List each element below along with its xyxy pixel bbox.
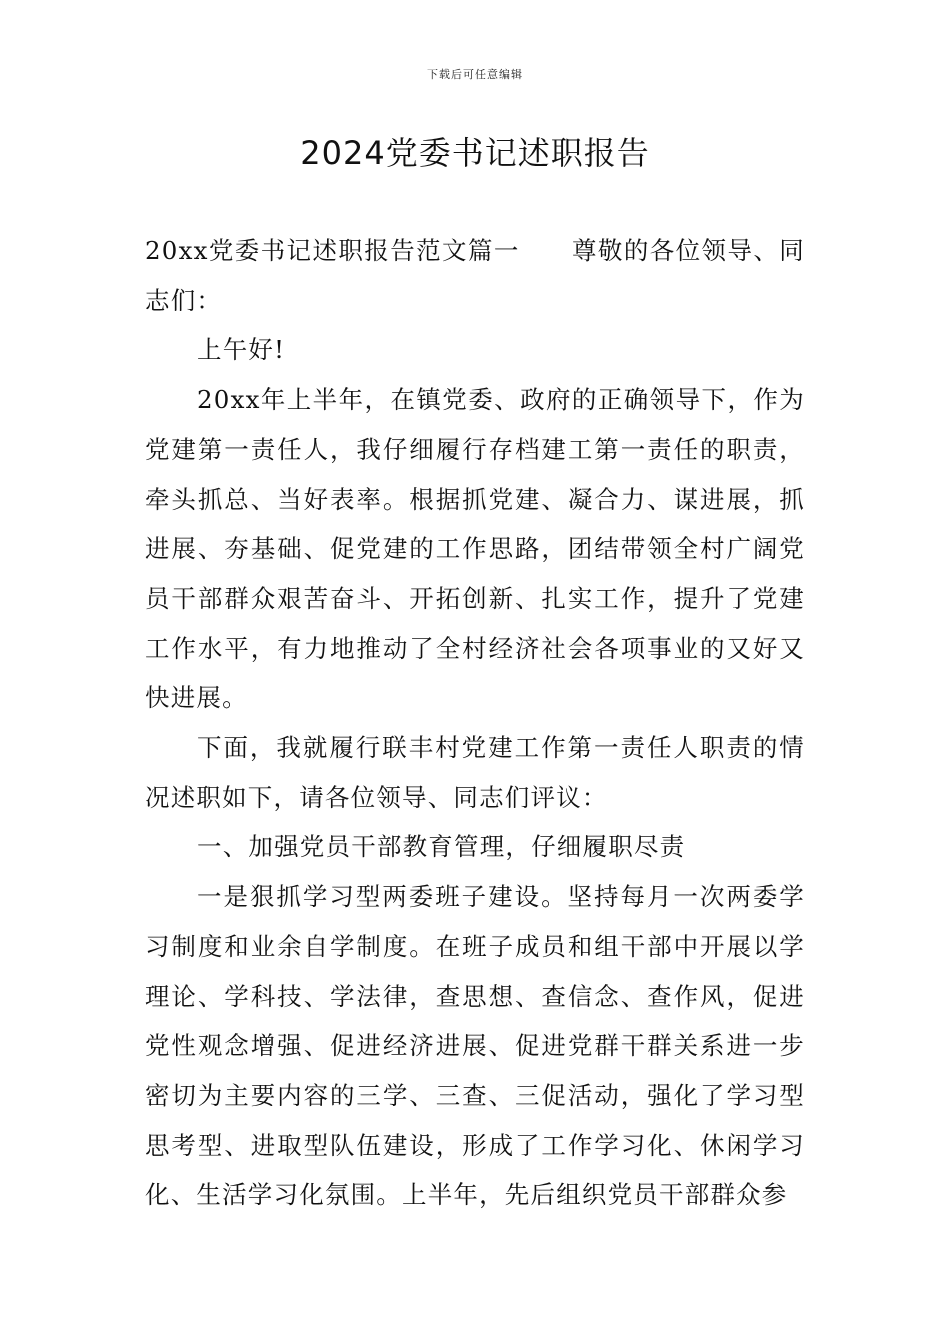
section-heading-paragraph: 一、加强党员干部教育管理，仔细履职尽责 xyxy=(197,832,686,862)
header-note: 下载后可任意编辑 xyxy=(427,68,523,81)
document-body xyxy=(145,226,805,1220)
body-paragraph: 20xx年上半年，在镇党委、政府的正确领导下，作为党建第一责任人，我仔细履行存档建工第一责任的职责，牵头抓总、当好表率。根据抓党建、凝合力、谋进展，抓进展、夯基础、促党建的工作思路，团结带领全村广阔党员干部群众艰苦奋斗、开拓创新、扎实工作，提升了党建工作水平，有力地推动了全村经济社会各项事业的又好又快进展。 xyxy=(145,385,805,713)
section-heading: 20xx党委书记述职报告范文篇一 xyxy=(145,236,520,265)
salutation: 尊敬的各位领导、同志们： xyxy=(145,236,805,315)
body-paragraph: 下面，我就履行联丰村党建工作第一责任人职责的情况述职如下，请各位领导、同志们评议： xyxy=(145,733,805,812)
document-title: 2024党委书记述职报告 xyxy=(300,134,650,172)
opening-paragraph xyxy=(145,226,805,325)
greeting-paragraph: 上午好! xyxy=(197,335,286,365)
body-paragraph: 一是狠抓学习型两委班子建设。坚持每月一次两委学习制度和业余自学制度。在班子成员和组干部中开展以学理论、学科技、学法律，查思想、查信念、查作风，促进党性观念增强、促进经济进展、促进党群干群关系进一步密切为主要内容的三学、三查、三促活动，强化了学习型思考型、进取型队伍建设，形成了工作学习化、休闲学习化、生活学习化氛围。上半年，先后组织党员干部群众参 xyxy=(145,882,805,1210)
